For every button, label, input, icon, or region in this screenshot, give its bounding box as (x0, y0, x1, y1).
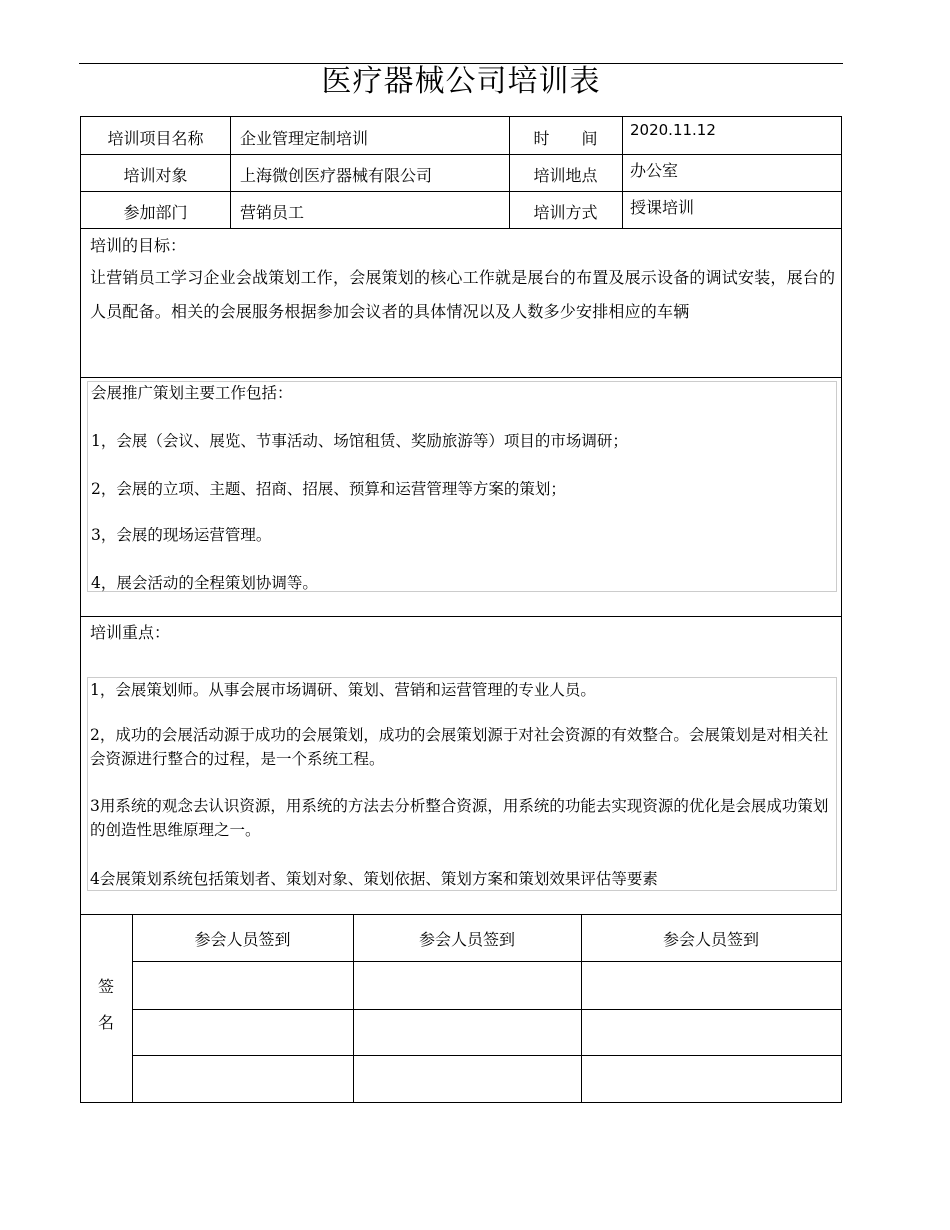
signature-cell[interactable] (582, 1010, 841, 1054)
signature-cell[interactable] (582, 1056, 841, 1102)
signature-cell[interactable] (354, 1010, 581, 1054)
focus-item: 2，成功的会展活动源于成功的会展策划，成功的会展策划源于对社会资源的有效整合。会展策划是对相关社会资源进行整合的过程，是一个系统工程。 (90, 726, 829, 768)
focus-heading: 培训重点： (90, 623, 171, 642)
row-divider (81, 377, 841, 378)
signature-side-label: 签 (98, 977, 115, 996)
goal-heading: 培训的目标： (90, 236, 187, 255)
department-label: 参加部门 (123, 203, 188, 222)
row-divider (81, 191, 841, 192)
signature-column-header: 参会人员签到 (194, 930, 291, 949)
project-name-label: 培训项目名称 (107, 129, 204, 148)
place-label: 培训地点 (533, 166, 598, 185)
col-divider (622, 117, 623, 228)
time-value: 2020.11.12 (630, 121, 716, 139)
project-name-value: 企业管理定制培训 (240, 129, 369, 148)
col-divider (230, 117, 231, 228)
promotion-item: 1，会展（会议、展览、节事活动、场馆租赁、奖励旅游等）项目的市场调研； (91, 432, 628, 450)
signature-cell[interactable] (354, 962, 581, 1008)
signature-cell[interactable] (582, 962, 841, 1008)
signature-cell[interactable] (133, 1056, 353, 1102)
row-divider (81, 616, 841, 617)
method-value: 授课培训 (630, 198, 695, 217)
row-divider (81, 154, 841, 155)
page-title: 医疗器械公司培训表 (321, 64, 601, 99)
signature-column-header: 参会人员签到 (418, 930, 515, 949)
time-label: 时 间 (533, 129, 598, 148)
signature-cell[interactable] (133, 962, 353, 1008)
signature-side-label: 名 (98, 1013, 115, 1032)
promotion-item: 2，会展的立项、主题、招商、招展、预算和运营管理等方案的策划； (91, 480, 566, 498)
focus-box (87, 677, 837, 891)
row-divider (81, 228, 841, 229)
place-value: 办公室 (630, 161, 679, 180)
signature-cell[interactable] (354, 1056, 581, 1102)
row-divider (81, 914, 841, 915)
training-form-table (80, 116, 842, 1103)
goal-text: 让营销员工学习企业会战策划工作，会展策划的核心工作就是展台的布置及展示设备的调试安装，展台的人员配备。相关的会展服务根据参加会议者的具体情况以及人数多少安排相应的车辆 (90, 268, 836, 321)
focus-item: 4会展策划系统包括策划者、策划对象、策划依据、策划方案和策划效果评估等要素 (90, 870, 658, 888)
focus-item: 3用系统的观念去认识资源，用系统的方法去分析整合资源，用系统的功能去实现资源的优化是会展成功策划的创造性思维原理之一。 (90, 797, 829, 839)
focus-item: 1，会展策划师。从事会展市场调研、策划、营销和运营管理的专业人员。 (90, 681, 596, 699)
signature-cell[interactable] (133, 1010, 353, 1054)
target-label: 培训对象 (123, 166, 188, 185)
target-value: 上海微创医疗器械有限公司 (240, 166, 433, 185)
promotion-item: 3，会展的现场运营管理。 (91, 526, 272, 544)
signature-column-header: 参会人员签到 (662, 930, 759, 949)
department-value: 营销员工 (240, 203, 305, 222)
promotion-item: 4，展会活动的全程策划协调等。 (91, 574, 318, 592)
method-label: 培训方式 (533, 203, 598, 222)
promotion-heading: 会展推广策划主要工作包括： (91, 384, 293, 402)
